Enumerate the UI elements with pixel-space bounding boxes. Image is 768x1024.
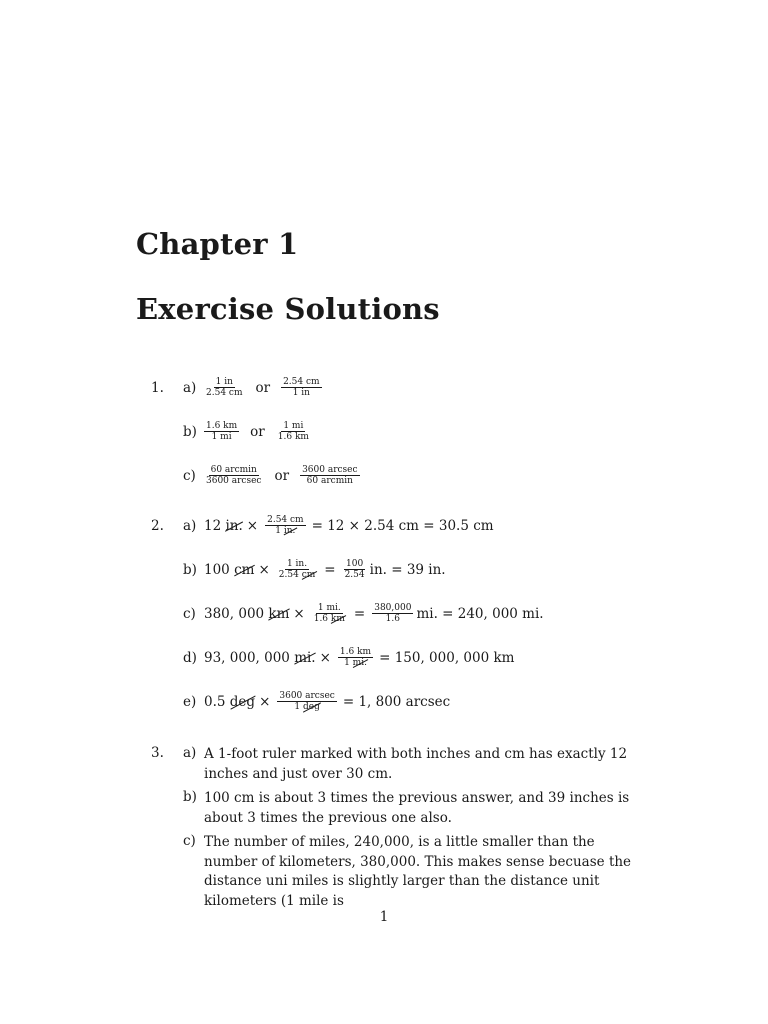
denominator-value: 1.6: [313, 614, 329, 624]
value: 0.5: [204, 693, 226, 710]
or-text: or: [274, 467, 290, 484]
denominator: 1 mi: [211, 432, 232, 442]
equals-sign: =: [353, 605, 366, 622]
denominator: 3600 arcsec: [206, 476, 262, 486]
fraction: [338, 647, 373, 668]
ex1-a-label: a): [183, 380, 197, 396]
ex3-a-label: a): [183, 745, 197, 761]
fraction: [343, 559, 367, 580]
ex3-c-text: The number of miles, 240,000, is a little smaller than the number of kilometers, 380,000. This makes sense becuase the distance uni miles is slightly larger than the distance unit kilometers (1 mile is: [204, 834, 632, 909]
denominator-value: 1: [344, 658, 350, 668]
cancelled-unit: cm: [234, 561, 255, 578]
denominator: [273, 526, 297, 536]
ex1-a-expression: [201, 377, 325, 398]
ex2-b-label: b): [183, 562, 197, 578]
times-sign: ×: [246, 517, 259, 534]
equals-sign: =: [324, 561, 336, 578]
fraction: [204, 465, 263, 486]
fraction: [300, 465, 359, 486]
ex2-c-label: c): [183, 606, 196, 622]
denominator: [342, 658, 369, 668]
ex2-c-expression: [204, 603, 544, 624]
fraction: [277, 691, 336, 712]
denominator: 2.54: [344, 570, 365, 580]
numerator: 2.54 cm: [283, 377, 320, 387]
times-sign: ×: [319, 649, 331, 666]
ex3-a-text: A 1-foot ruler marked with both inches and cm has exactly 12 inches and just over 30 cm.: [204, 746, 628, 782]
numerator: 2.54 cm: [267, 515, 304, 525]
cancelled-unit: km: [330, 614, 345, 624]
fraction: [312, 603, 347, 624]
ex1-c-label: c): [183, 468, 196, 484]
ex3-b-text: 100 cm is about 3 times the previous answer, and 39 inches is about 3 times the previous one also.: [204, 790, 630, 826]
ex1-c-expression: [201, 465, 363, 486]
numerator: 1 mi: [283, 421, 304, 431]
ex2-d-label: d): [183, 650, 197, 666]
value: 93, 000, 000: [204, 649, 290, 666]
chapter-heading: Chapter 1: [136, 227, 299, 261]
numerator: 380,000: [374, 603, 412, 613]
cancelled-unit: in.: [225, 517, 243, 534]
ex2-e-expression: [204, 691, 450, 712]
fraction: [204, 421, 239, 442]
denominator: [277, 570, 318, 580]
times-sign: ×: [258, 561, 270, 578]
denominator: 1.6: [385, 614, 400, 624]
numerator: 1.6 km: [339, 647, 372, 657]
cancelled-unit: km: [268, 605, 290, 622]
denominator-value: 1: [275, 526, 281, 536]
denominator: 1 in: [292, 388, 310, 398]
ex2-e-label: e): [183, 694, 197, 710]
exercise-2-number: 2.: [151, 518, 164, 534]
section-title: Exercise Solutions: [136, 292, 440, 326]
or-text: or: [250, 423, 265, 440]
result: in. = 39 in.: [369, 561, 446, 578]
result: mi. = 240, 000 mi.: [416, 605, 544, 622]
cancelled-unit: mi.: [294, 649, 316, 666]
cancelled-unit: cm: [301, 570, 316, 580]
fraction: [281, 377, 321, 398]
value: 12: [204, 517, 222, 534]
result: = 12 × 2.54 cm = 30.5 cm: [311, 517, 494, 534]
fraction: [265, 515, 305, 536]
numerator: 1 in.: [286, 559, 308, 569]
cancelled-unit: in.: [283, 526, 296, 536]
fraction: [277, 559, 318, 580]
ex1-b-expression: [201, 421, 314, 442]
page-number: 1: [379, 909, 389, 925]
denominator: 1.6 km: [277, 432, 309, 442]
ex2-a-label: a): [183, 518, 197, 534]
value: 380, 000: [204, 605, 265, 622]
ex2-a-expression: [204, 515, 494, 536]
ex1-b-label: b): [183, 424, 197, 440]
denominator: [292, 702, 321, 712]
numerator: 3600 arcsec: [279, 691, 335, 701]
value: 100: [204, 561, 230, 578]
result: = 1, 800 arcsec: [342, 693, 451, 710]
fraction: [276, 421, 311, 442]
ex3-b-label: b): [183, 789, 197, 805]
denominator-value: 2.54: [278, 570, 299, 580]
numerator: 1 in: [215, 377, 233, 387]
denominator: 2.54 cm: [206, 388, 243, 398]
times-sign: ×: [259, 693, 271, 710]
fraction: [372, 603, 413, 624]
numerator: 1 mi.: [317, 603, 341, 613]
ex3-c-label: c): [183, 833, 196, 849]
numerator: 60 arcmin: [210, 465, 257, 475]
cancelled-unit: deg: [302, 702, 320, 712]
ex2-d-expression: [204, 647, 514, 668]
exercise-1-number: 1.: [151, 380, 164, 396]
numerator: 1.6 km: [206, 421, 238, 431]
numerator: 100: [346, 559, 364, 569]
times-sign: ×: [293, 605, 305, 622]
cancelled-unit: deg: [229, 693, 256, 710]
denominator: [312, 614, 347, 624]
fraction: [204, 377, 244, 398]
denominator-value: 1: [294, 702, 301, 712]
result: = 150, 000, 000 km: [379, 649, 515, 666]
exercise-3-number: 3.: [151, 745, 164, 761]
cancelled-unit: mi.: [352, 658, 367, 668]
ex2-b-expression: [204, 559, 446, 580]
numerator: 3600 arcsec: [302, 465, 358, 475]
or-text: or: [255, 379, 271, 396]
denominator: 60 arcmin: [306, 476, 353, 486]
